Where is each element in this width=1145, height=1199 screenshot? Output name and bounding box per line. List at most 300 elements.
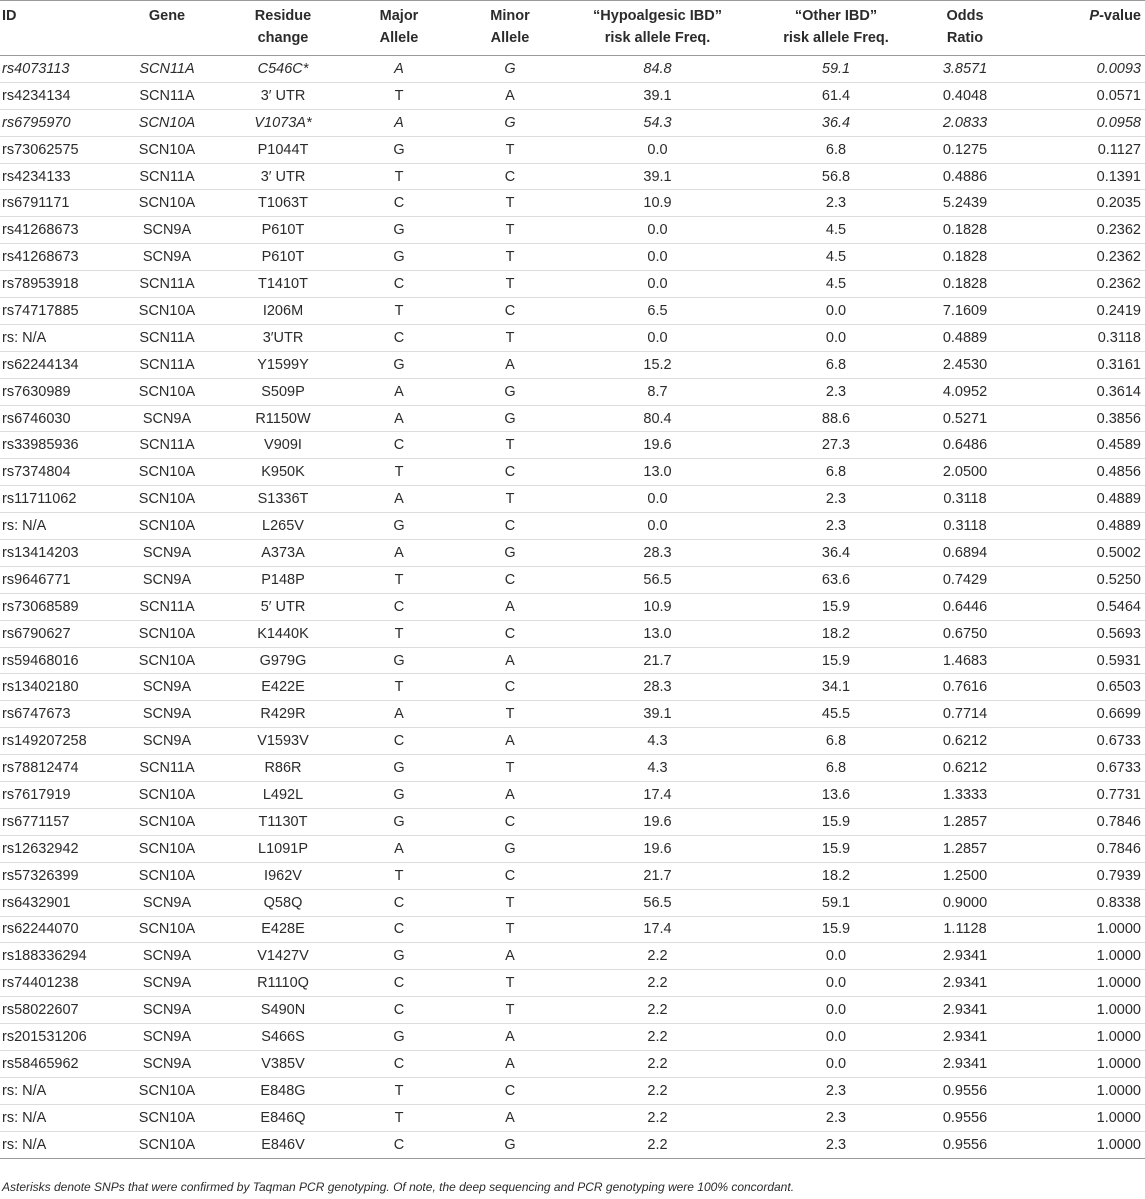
- header-odds-ratio: Odds Ratio: [946, 8, 984, 46]
- cell-residue-change: 3′UTR: [262, 329, 304, 346]
- cell-id: rs7630989: [2, 383, 71, 400]
- cell-hypoalgesic-freq: 2.2: [647, 948, 668, 965]
- table-row: [0, 1024, 1145, 1051]
- cell-hypoalgesic-freq: 4.3: [647, 760, 668, 777]
- cell-gene: SCN11A: [139, 598, 195, 615]
- table-row: [0, 620, 1145, 647]
- cell-p-value: 0.3118: [1097, 329, 1141, 346]
- cell-p-value: 0.7846: [1096, 840, 1141, 857]
- cell-gene: SCN11A: [139, 87, 195, 104]
- table-row: [0, 701, 1145, 728]
- cell-odds-ratio: 0.6750: [942, 625, 988, 642]
- cell-other-ibd-freq: 27.3: [821, 437, 851, 454]
- header-other-ibd-freq: “Other IBD” risk allele Freq.: [783, 8, 889, 46]
- cell-other-ibd-freq: 15.9: [821, 840, 851, 857]
- cell-other-ibd-freq: 61.4: [821, 87, 851, 104]
- cell-odds-ratio: 2.9341: [942, 975, 988, 992]
- cell-gene: SCN10A: [138, 491, 196, 508]
- cell-residue-change: S509P: [261, 383, 305, 400]
- cell-id: rs6432901: [2, 894, 71, 911]
- cell-minor-allele: G: [504, 114, 516, 131]
- cell-other-ibd-freq: 88.6: [821, 410, 851, 427]
- cell-minor-allele: C: [504, 518, 516, 535]
- cell-p-value: 1.0000: [1096, 1109, 1141, 1126]
- cell-p-value: 0.7731: [1096, 786, 1141, 803]
- cell-minor-allele: G: [504, 383, 516, 400]
- cell-gene: SCN9A: [142, 1029, 192, 1045]
- cell-major-allele: G: [393, 760, 405, 777]
- cell-p-value: 1.0000: [1096, 1082, 1141, 1099]
- cell-gene: SCN11A: [139, 168, 195, 185]
- table-row: [0, 1077, 1145, 1104]
- cell-major-allele: G: [393, 813, 405, 830]
- cell-p-value: 0.5002: [1096, 544, 1141, 561]
- cell-gene: SCN11A: [139, 356, 195, 373]
- cell-gene: SCN10A: [138, 786, 196, 803]
- cell-odds-ratio: 0.1828: [942, 276, 988, 293]
- cell-odds-ratio: 2.4530: [942, 356, 988, 373]
- cell-major-allele: C: [393, 1055, 405, 1072]
- cell-p-value: 0.1391: [1096, 168, 1141, 185]
- header-major-allele: Major Allele: [379, 8, 419, 46]
- table-row: [0, 163, 1145, 190]
- table-row: [0, 486, 1145, 513]
- cell-hypoalgesic-freq: 2.2: [647, 1136, 668, 1153]
- cell-gene: SCN10A: [138, 518, 196, 535]
- cell-hypoalgesic-freq: 39.1: [643, 706, 672, 723]
- cell-other-ibd-freq: 2.3: [825, 195, 847, 212]
- table-row: [0, 674, 1145, 701]
- cell-p-value: 0.3856: [1096, 410, 1141, 427]
- cell-minor-allele: T: [505, 921, 515, 938]
- cell-major-allele: C: [393, 437, 405, 454]
- cell-hypoalgesic-freq: 0.0: [647, 491, 668, 508]
- cell-residue-change: K950K: [261, 464, 305, 481]
- cell-residue-change: V1593V: [257, 733, 309, 750]
- table-row: [0, 916, 1145, 943]
- cell-hypoalgesic-freq: 13.0: [643, 625, 672, 642]
- cell-minor-allele: T: [505, 975, 515, 992]
- cell-gene: SCN9A: [142, 948, 192, 965]
- cell-other-ibd-freq: 36.4: [821, 114, 851, 131]
- cell-gene: SCN9A: [142, 1002, 192, 1019]
- cell-residue-change: V909I: [264, 437, 302, 454]
- cell-major-allele: A: [394, 544, 404, 561]
- cell-hypoalgesic-freq: 17.4: [643, 921, 672, 938]
- cell-other-ibd-freq: 2.3: [825, 491, 847, 508]
- cell-odds-ratio: 0.9556: [942, 1109, 988, 1126]
- cell-p-value: 0.7939: [1096, 867, 1141, 884]
- cell-gene: SCN10A: [138, 1136, 196, 1153]
- cell-odds-ratio: 0.9556: [942, 1082, 988, 1099]
- cell-id: rs: N/A: [2, 1109, 47, 1126]
- cell-hypoalgesic-freq: 4.3: [647, 733, 668, 750]
- cell-residue-change: L265V: [262, 518, 304, 535]
- cell-id: rs4234134: [2, 87, 71, 104]
- cell-odds-ratio: 0.1828: [942, 222, 988, 239]
- table-row: [0, 351, 1145, 378]
- cell-odds-ratio: 0.3118: [943, 491, 987, 508]
- table-row: [0, 378, 1145, 405]
- cell-hypoalgesic-freq: 2.2: [647, 1029, 668, 1045]
- cell-residue-change: P610T: [261, 222, 305, 239]
- cell-p-value: 1.0000: [1096, 1002, 1141, 1019]
- cell-major-allele: A: [394, 706, 404, 723]
- cell-odds-ratio: 2.0833: [942, 114, 988, 131]
- cell-gene: SCN10A: [138, 195, 196, 212]
- cell-hypoalgesic-freq: 80.4: [643, 410, 672, 427]
- cell-odds-ratio: 1.4683: [942, 652, 988, 669]
- cell-odds-ratio: 0.4886: [942, 168, 988, 185]
- cell-id: rs9646771: [2, 571, 71, 588]
- table-row: [0, 459, 1145, 486]
- cell-gene: SCN9A: [142, 733, 192, 750]
- cell-residue-change: E846Q: [260, 1109, 306, 1126]
- cell-id: rs: N/A: [2, 1082, 47, 1099]
- cell-hypoalgesic-freq: 2.2: [647, 1109, 668, 1126]
- cell-minor-allele: T: [505, 894, 515, 911]
- cell-major-allele: C: [393, 733, 405, 750]
- cell-gene: SCN10A: [138, 302, 196, 319]
- cell-hypoalgesic-freq: 19.6: [643, 813, 672, 830]
- cell-gene: SCN10A: [138, 1109, 196, 1126]
- cell-hypoalgesic-freq: 39.1: [643, 168, 672, 185]
- cell-odds-ratio: 0.6212: [942, 760, 988, 777]
- cell-other-ibd-freq: 13.6: [821, 786, 851, 803]
- table-row: [0, 593, 1145, 620]
- cell-odds-ratio: 5.2439: [942, 195, 988, 212]
- cell-p-value: 0.5250: [1096, 571, 1141, 588]
- table-row: [0, 647, 1145, 674]
- cell-hypoalgesic-freq: 0.0: [647, 222, 668, 239]
- cell-gene: SCN10A: [138, 813, 196, 830]
- cell-odds-ratio: 7.1609: [942, 302, 988, 319]
- cell-p-value: 1.0000: [1096, 1136, 1141, 1153]
- cell-other-ibd-freq: 18.2: [821, 867, 851, 884]
- cell-gene: SCN9A: [142, 679, 192, 696]
- cell-gene: SCN9A: [142, 706, 192, 723]
- table-row: [0, 862, 1145, 889]
- cell-id: rs6746030: [2, 410, 71, 427]
- cell-odds-ratio: 1.3333: [942, 786, 988, 803]
- cell-hypoalgesic-freq: 6.5: [647, 302, 668, 319]
- cell-residue-change: R1150W: [255, 410, 311, 427]
- cell-major-allele: T: [394, 679, 404, 696]
- cell-hypoalgesic-freq: 56.5: [643, 894, 672, 911]
- header-p-value: P-value: [1089, 8, 1141, 24]
- cell-minor-allele: C: [504, 1082, 516, 1099]
- header-id: ID: [2, 8, 17, 24]
- cell-p-value: 0.4856: [1096, 464, 1141, 481]
- cell-odds-ratio: 0.4889: [942, 329, 988, 346]
- cell-other-ibd-freq: 2.3: [825, 383, 847, 400]
- cell-minor-allele: G: [504, 840, 516, 857]
- cell-hypoalgesic-freq: 0.0: [647, 329, 668, 346]
- cell-id: rs6771157: [2, 813, 70, 830]
- cell-id: rs58465962: [2, 1055, 79, 1072]
- cell-odds-ratio: 2.0500: [942, 464, 988, 481]
- cell-residue-change: S1336T: [257, 491, 309, 508]
- cell-id: rs6790627: [2, 625, 71, 642]
- cell-p-value: 0.1127: [1097, 141, 1141, 158]
- cell-p-value: 0.8338: [1096, 894, 1141, 911]
- header-residue-change: Residue change: [254, 8, 312, 46]
- cell-major-allele: T: [394, 87, 404, 104]
- cell-minor-allele: C: [504, 571, 516, 588]
- cell-residue-change: P148P: [261, 571, 305, 588]
- cell-other-ibd-freq: 0.0: [825, 329, 847, 346]
- cell-hypoalgesic-freq: 19.6: [643, 437, 672, 454]
- cell-gene: SCN11A: [139, 760, 195, 777]
- cell-p-value: 0.0093: [1096, 60, 1141, 77]
- cell-odds-ratio: 0.9000: [942, 894, 988, 911]
- cell-id: rs62244070: [2, 921, 79, 938]
- cell-p-value: 0.5464: [1096, 598, 1141, 615]
- cell-residue-change: R1110Q: [257, 975, 309, 992]
- cell-residue-change: V385V: [261, 1055, 305, 1072]
- cell-other-ibd-freq: 15.9: [821, 598, 851, 615]
- cell-p-value: 0.6733: [1096, 760, 1141, 777]
- cell-hypoalgesic-freq: 39.1: [643, 87, 672, 104]
- cell-other-ibd-freq: 59.1: [821, 60, 851, 77]
- cell-residue-change: R86R: [264, 760, 302, 777]
- cell-major-allele: G: [393, 141, 405, 158]
- cell-residue-change: Q58Q: [263, 894, 303, 911]
- cell-minor-allele: A: [505, 786, 515, 803]
- cell-gene: SCN10A: [138, 652, 196, 669]
- cell-residue-change: K1440K: [257, 625, 309, 642]
- cell-id: rs: N/A: [2, 518, 47, 535]
- cell-hypoalgesic-freq: 54.3: [643, 114, 672, 131]
- cell-other-ibd-freq: 15.9: [821, 813, 851, 830]
- cell-p-value: 0.7846: [1096, 813, 1141, 830]
- cell-major-allele: T: [394, 302, 404, 319]
- cell-other-ibd-freq: 4.5: [825, 276, 847, 293]
- cell-other-ibd-freq: 2.3: [825, 1109, 847, 1126]
- cell-odds-ratio: 3.8571: [942, 60, 988, 77]
- cell-gene: SCN10A: [138, 867, 196, 884]
- cell-p-value: 0.2362: [1096, 276, 1141, 293]
- cell-gene: SCN10A: [138, 625, 196, 642]
- cell-other-ibd-freq: 15.9: [821, 652, 851, 669]
- cell-id: rs4234133: [2, 168, 71, 185]
- cell-odds-ratio: 4.0952: [942, 383, 988, 400]
- cell-other-ibd-freq: 4.5: [825, 249, 847, 266]
- cell-id: rs: N/A: [2, 1136, 47, 1153]
- cell-gene: SCN9A: [142, 249, 192, 266]
- cell-hypoalgesic-freq: 10.9: [643, 598, 672, 615]
- table-row: [0, 190, 1145, 217]
- table-row: [0, 1050, 1145, 1077]
- cell-gene: SCN9A: [142, 1055, 192, 1072]
- cell-other-ibd-freq: 0.0: [825, 975, 847, 992]
- table-row: [0, 782, 1145, 809]
- cell-odds-ratio: 2.9341: [942, 1002, 988, 1019]
- cell-major-allele: C: [393, 1002, 405, 1019]
- cell-minor-allele: T: [505, 195, 515, 212]
- cell-residue-change: E846V: [261, 1136, 305, 1153]
- cell-residue-change: E422E: [261, 679, 305, 696]
- cell-id: rs4073113: [2, 60, 70, 77]
- cell-hypoalgesic-freq: 0.0: [647, 276, 668, 293]
- cell-id: rs: N/A: [2, 329, 47, 346]
- cell-residue-change: S466S: [261, 1029, 305, 1045]
- cell-hypoalgesic-freq: 2.2: [647, 1002, 668, 1019]
- cell-major-allele: T: [394, 168, 404, 185]
- cell-gene: SCN10A: [138, 840, 196, 857]
- table-row: [0, 432, 1145, 459]
- cell-gene: SCN10A: [138, 1082, 196, 1099]
- cell-minor-allele: T: [505, 491, 515, 508]
- cell-gene: SCN9A: [142, 544, 192, 561]
- cell-odds-ratio: 0.7429: [942, 571, 988, 588]
- cell-p-value: 0.2362: [1096, 249, 1141, 266]
- cell-gene: SCN9A: [142, 894, 192, 911]
- cell-id: rs6747673: [2, 706, 71, 723]
- cell-residue-change: A373A: [261, 544, 305, 561]
- cell-p-value: 0.2419: [1096, 302, 1141, 319]
- cell-residue-change: T1063T: [258, 195, 308, 212]
- cell-minor-allele: T: [505, 437, 515, 454]
- cell-minor-allele: C: [504, 625, 516, 642]
- cell-other-ibd-freq: 6.8: [825, 733, 847, 750]
- cell-odds-ratio: 0.7714: [942, 706, 988, 723]
- cell-id: rs33985936: [2, 437, 79, 454]
- cell-id: rs62244134: [2, 356, 79, 373]
- cell-p-value: 0.3161: [1096, 356, 1141, 373]
- cell-p-value: 0.6733: [1096, 733, 1141, 750]
- cell-p-value: 0.3614: [1096, 383, 1141, 400]
- cell-p-value: 1.0000: [1096, 1029, 1141, 1045]
- cell-major-allele: C: [393, 921, 405, 938]
- cell-id: rs7617919: [2, 786, 71, 803]
- cell-id: rs74401238: [2, 975, 79, 992]
- cell-major-allele: G: [393, 222, 405, 239]
- table-row: [0, 970, 1145, 997]
- cell-id: rs74717885: [2, 302, 79, 319]
- cell-residue-change: Y1599Y: [257, 356, 309, 373]
- cell-major-allele: T: [394, 1109, 404, 1126]
- cell-id: rs41268673: [2, 222, 79, 239]
- cell-major-allele: G: [393, 1029, 405, 1045]
- cell-minor-allele: A: [505, 1109, 515, 1126]
- cell-major-allele: G: [393, 786, 405, 803]
- cell-minor-allele: G: [504, 410, 516, 427]
- cell-major-allele: T: [394, 867, 404, 884]
- cell-major-allele: A: [394, 114, 404, 131]
- cell-hypoalgesic-freq: 17.4: [643, 786, 672, 803]
- cell-minor-allele: A: [505, 1029, 515, 1045]
- cell-id: rs78812474: [2, 760, 79, 777]
- cell-major-allele: C: [393, 329, 405, 346]
- cell-major-allele: C: [393, 598, 405, 615]
- cell-other-ibd-freq: 0.0: [825, 302, 847, 319]
- cell-hypoalgesic-freq: 0.0: [647, 518, 668, 535]
- cell-odds-ratio: 0.6486: [942, 437, 988, 454]
- cell-p-value: 1.0000: [1096, 948, 1141, 965]
- cell-minor-allele: T: [505, 141, 515, 158]
- cell-major-allele: G: [393, 948, 405, 965]
- cell-minor-allele: A: [505, 356, 515, 373]
- cell-p-value: 0.4889: [1096, 518, 1141, 535]
- cell-minor-allele: C: [504, 168, 516, 185]
- table-row: [0, 82, 1145, 109]
- cell-other-ibd-freq: 34.1: [821, 679, 851, 696]
- cell-minor-allele: T: [505, 706, 515, 723]
- cell-odds-ratio: 0.9556: [942, 1136, 988, 1153]
- table-row: [0, 136, 1145, 163]
- cell-p-value: 0.6503: [1096, 679, 1141, 696]
- cell-other-ibd-freq: 0.0: [825, 948, 847, 965]
- cell-major-allele: T: [394, 625, 404, 642]
- table-row: [0, 1104, 1145, 1131]
- cell-hypoalgesic-freq: 0.0: [647, 141, 668, 158]
- cell-major-allele: T: [394, 571, 404, 588]
- cell-p-value: 0.0958: [1096, 114, 1141, 131]
- cell-odds-ratio: 0.6212: [942, 733, 988, 750]
- cell-minor-allele: T: [505, 1002, 515, 1019]
- cell-residue-change: S490N: [260, 1002, 306, 1019]
- table-row: [0, 728, 1145, 755]
- cell-odds-ratio: 0.7616: [942, 679, 988, 696]
- cell-minor-allele: T: [505, 222, 515, 239]
- cell-hypoalgesic-freq: 13.0: [643, 464, 672, 481]
- cell-gene: SCN11A: [139, 329, 195, 346]
- cell-residue-change: 3′ UTR: [260, 168, 306, 185]
- cell-residue-change: R429R: [260, 706, 306, 723]
- header-gene: Gene: [148, 8, 186, 24]
- table-row: [0, 298, 1145, 325]
- cell-odds-ratio: 0.6894: [942, 544, 988, 561]
- cell-hypoalgesic-freq: 2.2: [647, 1082, 668, 1099]
- table-row: [0, 405, 1145, 432]
- cell-minor-allele: G: [504, 60, 516, 77]
- cell-p-value: 0.5931: [1096, 652, 1141, 669]
- cell-minor-allele: A: [505, 598, 515, 615]
- cell-id: rs12632942: [2, 840, 79, 857]
- cell-minor-allele: A: [505, 87, 515, 104]
- cell-gene: SCN10A: [138, 141, 196, 158]
- cell-gene: SCN9A: [142, 222, 192, 239]
- cell-other-ibd-freq: 2.3: [825, 1082, 847, 1099]
- cell-other-ibd-freq: 6.8: [825, 356, 847, 373]
- cell-other-ibd-freq: 59.1: [821, 894, 851, 911]
- cell-residue-change: E428E: [261, 921, 305, 938]
- cell-gene: SCN9A: [142, 975, 192, 992]
- cell-other-ibd-freq: 6.8: [825, 464, 847, 481]
- cell-residue-change: V1073A*: [254, 114, 312, 131]
- cell-residue-change: 3′ UTR: [260, 87, 306, 104]
- cell-gene: SCN10A: [138, 114, 196, 131]
- cell-other-ibd-freq: 4.5: [825, 222, 847, 239]
- cell-hypoalgesic-freq: 2.2: [647, 1055, 668, 1072]
- table-row: [0, 271, 1145, 298]
- cell-hypoalgesic-freq: 15.2: [643, 356, 672, 373]
- cell-major-allele: C: [393, 195, 405, 212]
- cell-id: rs188336294: [2, 948, 87, 965]
- cell-other-ibd-freq: 45.5: [821, 706, 851, 723]
- cell-minor-allele: A: [505, 948, 515, 965]
- table-row: [0, 109, 1145, 136]
- cell-p-value: 0.0571: [1096, 87, 1141, 104]
- cell-major-allele: A: [394, 383, 404, 400]
- cell-minor-allele: T: [505, 760, 515, 777]
- cell-residue-change: V1427V: [257, 948, 309, 965]
- table-row: [0, 997, 1145, 1024]
- cell-odds-ratio: 1.2500: [942, 867, 988, 884]
- cell-odds-ratio: 0.6446: [942, 598, 988, 615]
- cell-id: rs6791171: [2, 195, 70, 212]
